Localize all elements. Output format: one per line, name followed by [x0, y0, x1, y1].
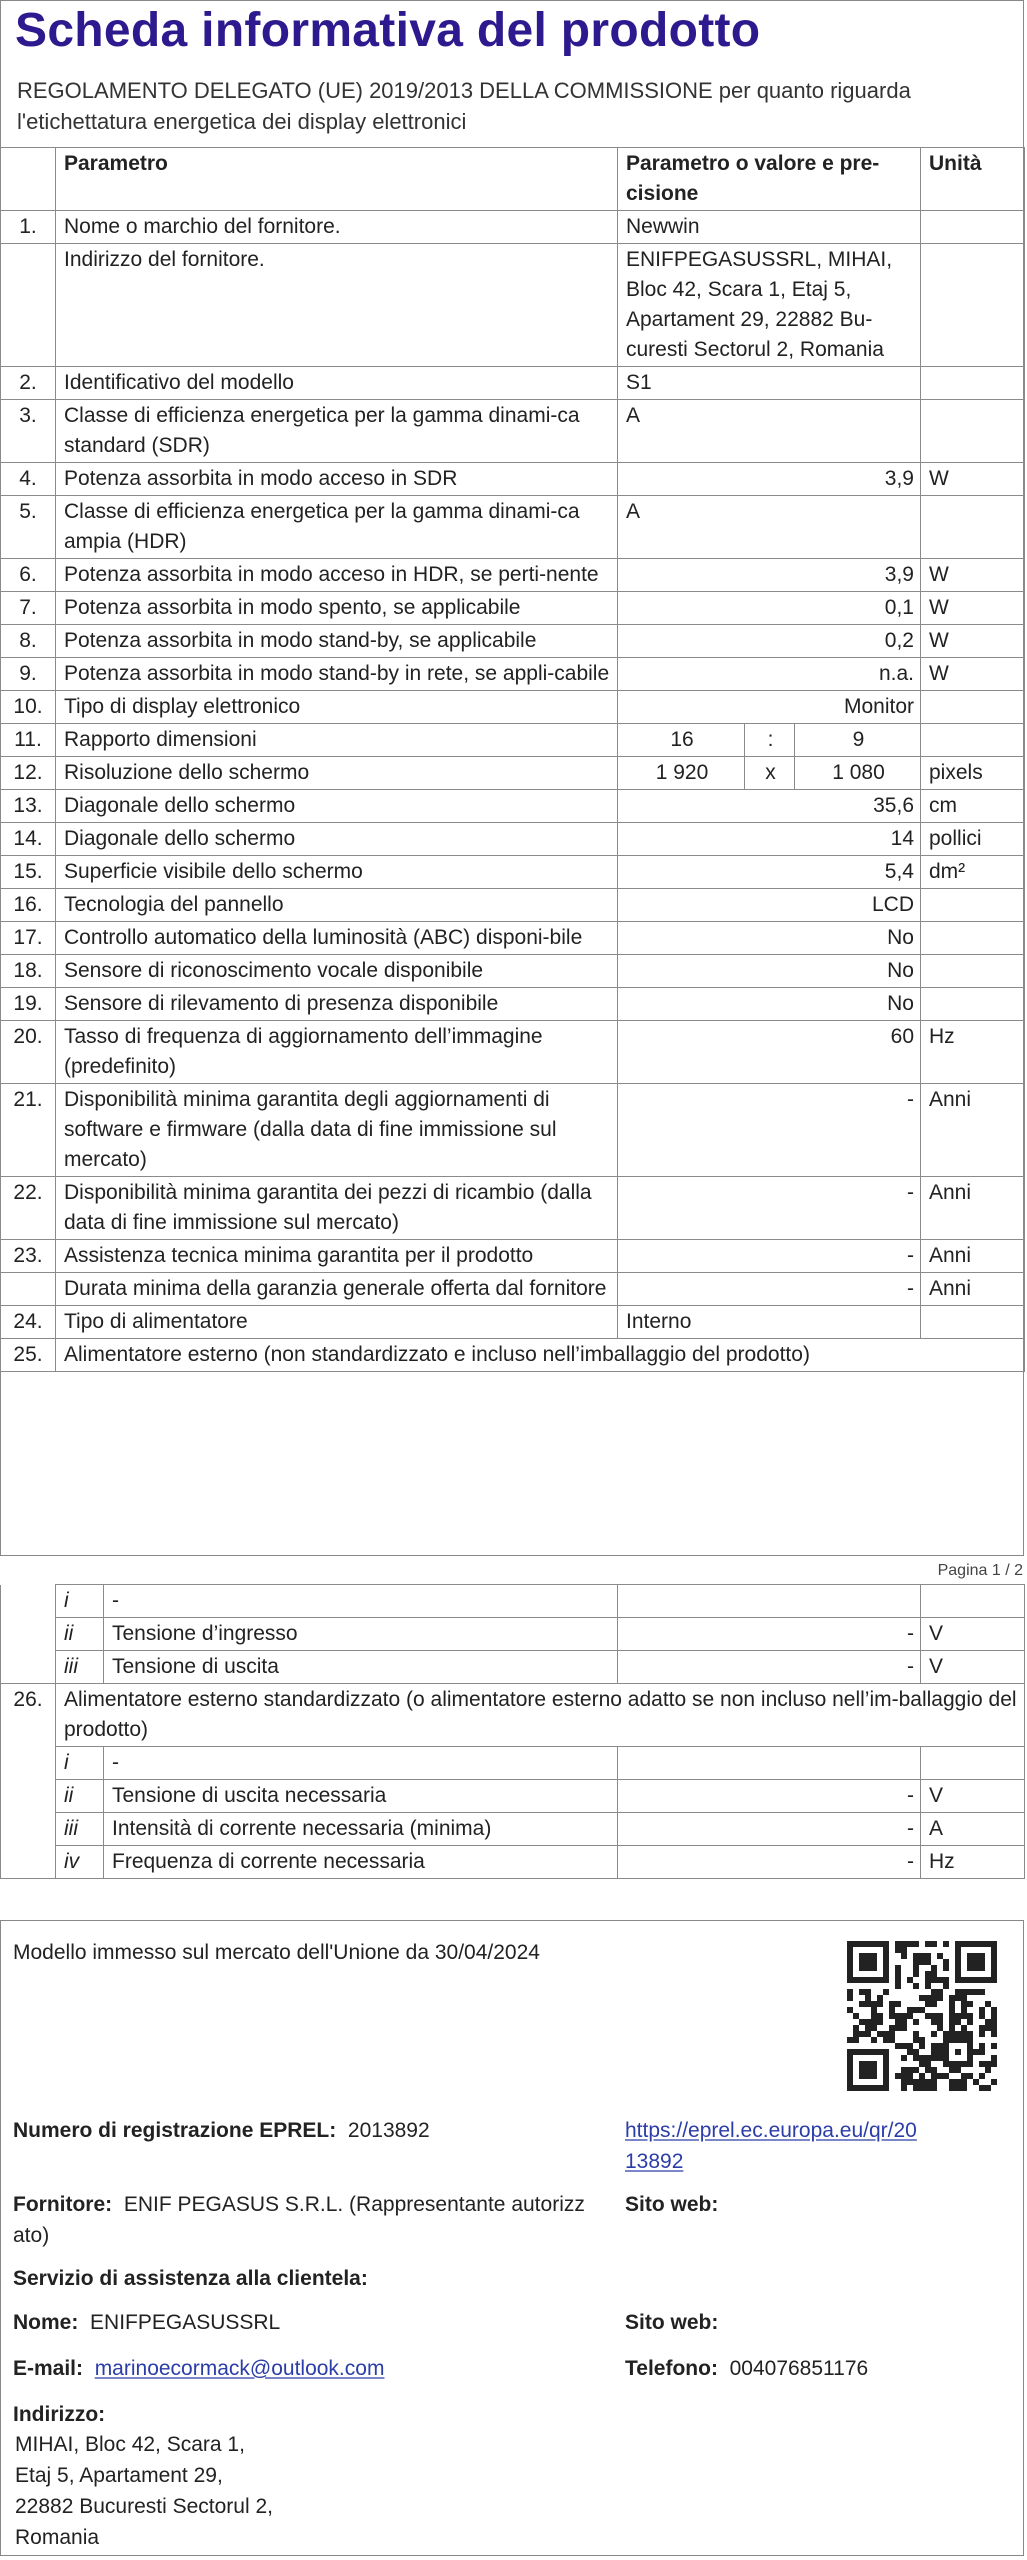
row-value: No — [618, 922, 921, 955]
row-number: 23. — [1, 1240, 56, 1273]
page-number: Pagina 1 / 2 — [937, 1562, 1023, 1579]
row-value-separator: : — [745, 724, 795, 757]
page-title: Scheda informativa del prodotto — [15, 4, 761, 57]
row-value: - — [618, 1240, 921, 1273]
eprel-number — [13, 2115, 430, 2146]
sub-item-index: ii — [56, 1618, 104, 1651]
supplier-website-label: Sito web: — [625, 2193, 719, 2216]
power-supply-table — [0, 1584, 1025, 1879]
row-unit — [921, 988, 1025, 1021]
row-number: 15. — [1, 856, 56, 889]
address-line: 22882 Bucuresti Sectorul 2, — [15, 2495, 273, 2518]
address-block — [15, 2429, 273, 2553]
row-label: Controllo automatico della luminosità (ABC) disponi-bile — [56, 922, 618, 955]
row-value-second: 9 — [795, 724, 921, 757]
row-value: A — [618, 400, 921, 463]
table-row — [1, 1177, 1025, 1240]
sub-item-value: - — [618, 1846, 921, 1879]
row-label: Alimentatore esterno (non standardizzato e incluso nell’imballaggio del prodotto) — [56, 1339, 1025, 1372]
email-link[interactable]: marinoecormack@outlook.com — [94, 2357, 385, 2380]
row-unit: W — [921, 559, 1025, 592]
service-website-label: Sito web: — [625, 2311, 719, 2334]
sub-item-index: iii — [56, 1813, 104, 1846]
row-unit: cm — [921, 790, 1025, 823]
sub-item-unit — [921, 1747, 1025, 1780]
parameters-table — [0, 147, 1025, 1372]
row-unit: Anni — [921, 1084, 1025, 1177]
row-number: 22. — [1, 1177, 56, 1240]
row-label: Sensore di rilevamento di presenza disponibile — [56, 988, 618, 1021]
registration-panel — [0, 1920, 1024, 2556]
row-unit — [921, 889, 1025, 922]
row-label: Identificativo del modello — [56, 367, 618, 400]
row-unit — [921, 400, 1025, 463]
qr-code-icon[interactable] — [847, 1941, 997, 2091]
row-number-spacer — [1, 1747, 56, 1780]
table-row — [1, 1273, 1025, 1306]
row-number-spacer — [1, 1780, 56, 1813]
sub-item-index: i — [56, 1747, 104, 1780]
table-row — [1, 1084, 1025, 1177]
service-email — [13, 2353, 384, 2384]
table-row — [1, 1306, 1025, 1339]
row-label: Tipo di alimentatore — [56, 1306, 618, 1339]
row-value: LCD — [618, 889, 921, 922]
row-label: Nome o marchio del fornitore. — [56, 211, 618, 244]
table-row — [1, 592, 1025, 625]
row-number: 6. — [1, 559, 56, 592]
row-number: 2. — [1, 367, 56, 400]
row-number: 24. — [1, 1306, 56, 1339]
row-value-first: 1 920 — [618, 757, 745, 790]
row-label: Potenza assorbita in modo stand-by, se applicabile — [56, 625, 618, 658]
table-row — [1, 1021, 1025, 1084]
customer-service-heading: Servizio di assistenza alla clientela: — [13, 2267, 368, 2290]
row-unit: Anni — [921, 1240, 1025, 1273]
row-number: 7. — [1, 592, 56, 625]
sub-item-unit: V — [921, 1780, 1025, 1813]
row-unit: Anni — [921, 1177, 1025, 1240]
name-label: Nome: — [13, 2311, 79, 2334]
eprel-link[interactable] — [625, 2115, 917, 2177]
row-unit — [921, 496, 1025, 559]
row-label: Rapporto dimensioni — [56, 724, 618, 757]
row-number: 1. — [1, 211, 56, 244]
row-unit: Anni — [921, 1273, 1025, 1306]
row-number: 17. — [1, 922, 56, 955]
row-label: Potenza assorbita in modo acceso in SDR — [56, 463, 618, 496]
service-phone — [625, 2353, 868, 2384]
row-unit: W — [921, 592, 1025, 625]
sub-item-unit: Hz — [921, 1846, 1025, 1879]
sub-item-label: Frequenza di corrente necessaria — [104, 1846, 618, 1879]
table-header-row — [1, 148, 1025, 211]
row-unit — [921, 955, 1025, 988]
sub-item-label: - — [104, 1747, 618, 1780]
row-unit — [921, 691, 1025, 724]
supplier-info — [13, 2189, 613, 2251]
row-unit: Hz — [921, 1021, 1025, 1084]
row-number — [1, 1273, 56, 1306]
row-value: S1 — [618, 367, 921, 400]
row-label: Potenza assorbita in modo stand-by in rete, se appli-cabile — [56, 658, 618, 691]
table-row — [1, 889, 1025, 922]
row-number-spacer — [1, 1651, 56, 1684]
row-value: Monitor — [618, 691, 921, 724]
sub-item-index: ii — [56, 1780, 104, 1813]
sub-item-index: i — [56, 1585, 104, 1618]
row-number: 3. — [1, 400, 56, 463]
row-number: 25. — [1, 1339, 56, 1372]
row-unit: W — [921, 463, 1025, 496]
sub-item-label: Tensione di uscita — [104, 1651, 618, 1684]
eprel-link-line-1[interactable]: https://eprel.ec.europa.eu/qr/20 — [625, 2119, 917, 2142]
row-unit — [921, 724, 1025, 757]
power-supply-row — [1, 1651, 1025, 1684]
row-value: ENIFPEGASUSSRL, MIHAI, Bloc 42, Scara 1, Etaj 5, Apartament 29, 22882 Bu-curesti Sectorul 2, Romania — [618, 244, 921, 367]
table-row — [1, 724, 1025, 757]
sub-item-index: iii — [56, 1651, 104, 1684]
row-number — [1, 244, 56, 367]
row-label: Disponibilità minima garantita dei pezzi di ricambio (dalla data di fine immissione sul mercato) — [56, 1177, 618, 1240]
table-row — [1, 625, 1025, 658]
service-name — [13, 2307, 280, 2338]
row-unit: dm² — [921, 856, 1025, 889]
row-number: 14. — [1, 823, 56, 856]
row-number-spacer — [1, 1813, 56, 1846]
header-number-cell — [1, 148, 56, 211]
address-label: Indirizzo: — [13, 2403, 106, 2426]
power-supply-row — [1, 1813, 1025, 1846]
table-row — [1, 691, 1025, 724]
row-value: Newwin — [618, 211, 921, 244]
sub-item-unit: A — [921, 1813, 1025, 1846]
row-number: 26. — [1, 1684, 56, 1747]
eprel-label: Numero di registrazione EPREL: — [13, 2119, 337, 2142]
table-row — [1, 211, 1025, 244]
row-number: 5. — [1, 496, 56, 559]
row-value: 0,2 — [618, 625, 921, 658]
table-row — [1, 559, 1025, 592]
row-unit — [921, 1306, 1025, 1339]
table-row — [1, 955, 1025, 988]
name-value: ENIFPEGASUSSRL — [90, 2311, 281, 2334]
row-value: 5,4 — [618, 856, 921, 889]
address-line: Romania — [15, 2526, 100, 2549]
row-number: 18. — [1, 955, 56, 988]
row-label: Risoluzione dello schermo — [56, 757, 618, 790]
row-label: Sensore di riconoscimento vocale disponibile — [56, 955, 618, 988]
row-label: Classe di efficienza energetica per la gamma dinami-ca standard (SDR) — [56, 400, 618, 463]
row-value: 14 — [618, 823, 921, 856]
row-number-spacer — [1, 1846, 56, 1879]
row-label: Diagonale dello schermo — [56, 823, 618, 856]
email-label: E-mail: — [13, 2357, 84, 2380]
row-number: 10. — [1, 691, 56, 724]
row-number-spacer — [1, 1618, 56, 1651]
row-label: Potenza assorbita in modo acceso in HDR, se perti-nente — [56, 559, 618, 592]
row-unit — [921, 244, 1025, 367]
row-label: Alimentatore esterno standardizzato (o alimentatore esterno adatto se non incluso nell’im-ballaggio del prodotto) — [56, 1684, 1025, 1747]
sub-item-unit: V — [921, 1618, 1025, 1651]
table-row — [1, 244, 1025, 367]
power-supply-row — [1, 1585, 1025, 1618]
table-row — [1, 757, 1025, 790]
row-value-first: 16 — [618, 724, 745, 757]
row-label: Superficie visibile dello schermo — [56, 856, 618, 889]
sub-item-unit: V — [921, 1651, 1025, 1684]
row-number-spacer — [1, 1585, 56, 1618]
row-value: 3,9 — [618, 559, 921, 592]
row-unit: W — [921, 658, 1025, 691]
row-value-separator: x — [745, 757, 795, 790]
supplier-value-cont: ato) — [13, 2224, 50, 2247]
row-value: n.a. — [618, 658, 921, 691]
sub-item-value — [618, 1585, 921, 1618]
table-row — [1, 856, 1025, 889]
phone-label: Telefono: — [625, 2357, 718, 2380]
supplier-label: Fornitore: — [13, 2193, 113, 2216]
sub-item-value: - — [618, 1780, 921, 1813]
row-value: 3,9 — [618, 463, 921, 496]
table-row — [1, 463, 1025, 496]
power-supply-row — [1, 1747, 1025, 1780]
row-label: Tipo di display elettronico — [56, 691, 618, 724]
row-number: 4. — [1, 463, 56, 496]
table-row — [1, 790, 1025, 823]
row-value: No — [618, 955, 921, 988]
row-value: 0,1 — [618, 592, 921, 625]
sub-item-value — [618, 1747, 921, 1780]
sub-item-unit — [921, 1585, 1025, 1618]
regulation-subtitle: REGOLAMENTO DELEGATO (UE) 2019/2013 DELLA COMMISSIONE per quanto riguarda l'etichettatura energetica dei display elettronici — [17, 78, 911, 134]
row-number: 13. — [1, 790, 56, 823]
power-supply-row — [1, 1684, 1025, 1747]
row-number: 21. — [1, 1084, 56, 1177]
row-unit: pixels — [921, 757, 1025, 790]
row-number: 8. — [1, 625, 56, 658]
row-value: - — [618, 1273, 921, 1306]
row-label: Durata minima della garanzia generale offerta dal fornitore — [56, 1273, 618, 1306]
row-value: 35,6 — [618, 790, 921, 823]
sub-item-value: - — [618, 1618, 921, 1651]
row-unit — [921, 922, 1025, 955]
table-row — [1, 496, 1025, 559]
row-label: Assistenza tecnica minima garantita per il prodotto — [56, 1240, 618, 1273]
sub-item-value: - — [618, 1813, 921, 1846]
header-parameter: Parametro — [56, 148, 618, 211]
row-value-second: 1 080 — [795, 757, 921, 790]
row-number: 19. — [1, 988, 56, 1021]
row-value: - — [618, 1177, 921, 1240]
row-label: Classe di efficienza energetica per la gamma dinami-ca ampia (HDR) — [56, 496, 618, 559]
row-label: Disponibilità minima garantita degli aggiornamenti di software e firmware (dalla data di fine immissione sul mercato) — [56, 1084, 618, 1177]
power-supply-row — [1, 1780, 1025, 1813]
power-supply-row — [1, 1846, 1025, 1879]
row-unit: pollici — [921, 823, 1025, 856]
address-line: Etaj 5, Apartament 29, — [15, 2464, 223, 2487]
row-value: A — [618, 496, 921, 559]
address-line: MIHAI, Bloc 42, Scara 1, — [15, 2433, 245, 2456]
row-number: 11. — [1, 724, 56, 757]
table-row — [1, 658, 1025, 691]
row-number: 16. — [1, 889, 56, 922]
market-date-text: Modello immesso sul mercato dell'Unione da 30/04/2024 — [13, 1941, 540, 1964]
table-row — [1, 367, 1025, 400]
row-label: Tecnologia del pannello — [56, 889, 618, 922]
row-value: 60 — [618, 1021, 921, 1084]
table-row — [1, 823, 1025, 856]
table-row — [1, 1240, 1025, 1273]
table-row — [1, 922, 1025, 955]
row-value: No — [618, 988, 921, 1021]
sub-item-value: - — [618, 1651, 921, 1684]
power-supply-row — [1, 1618, 1025, 1651]
row-value: Interno — [618, 1306, 921, 1339]
table-row — [1, 1339, 1025, 1372]
row-value: - — [618, 1084, 921, 1177]
row-number: 12. — [1, 757, 56, 790]
sub-item-label: Intensità di corrente necessaria (minima) — [104, 1813, 618, 1846]
sub-item-label: Tensione di uscita necessaria — [104, 1780, 618, 1813]
sub-item-label: Tensione d’ingresso — [104, 1618, 618, 1651]
row-label: Diagonale dello schermo — [56, 790, 618, 823]
header-unit: Unità — [921, 148, 1025, 211]
sub-item-index: iv — [56, 1846, 104, 1879]
row-unit — [921, 211, 1025, 244]
row-label: Indirizzo del fornitore. — [56, 244, 618, 367]
eprel-link-line-2[interactable]: 13892 — [625, 2150, 684, 2173]
row-unit — [921, 367, 1025, 400]
table-row — [1, 988, 1025, 1021]
supplier-value: ENIF PEGASUS S.R.L. (Rappresentante autorizz — [123, 2193, 585, 2216]
eprel-value: 2013892 — [347, 2119, 430, 2142]
phone-value: 004076851176 — [729, 2357, 869, 2380]
header-value: Parametro o valore e pre-cisione — [618, 148, 921, 211]
row-number: 9. — [1, 658, 56, 691]
row-label: Tasso di frequenza di aggiornamento dell’immagine (predefinito) — [56, 1021, 618, 1084]
row-unit: W — [921, 625, 1025, 658]
sub-item-label: - — [104, 1585, 618, 1618]
row-number: 20. — [1, 1021, 56, 1084]
table-row — [1, 400, 1025, 463]
row-label: Potenza assorbita in modo spento, se applicabile — [56, 592, 618, 625]
